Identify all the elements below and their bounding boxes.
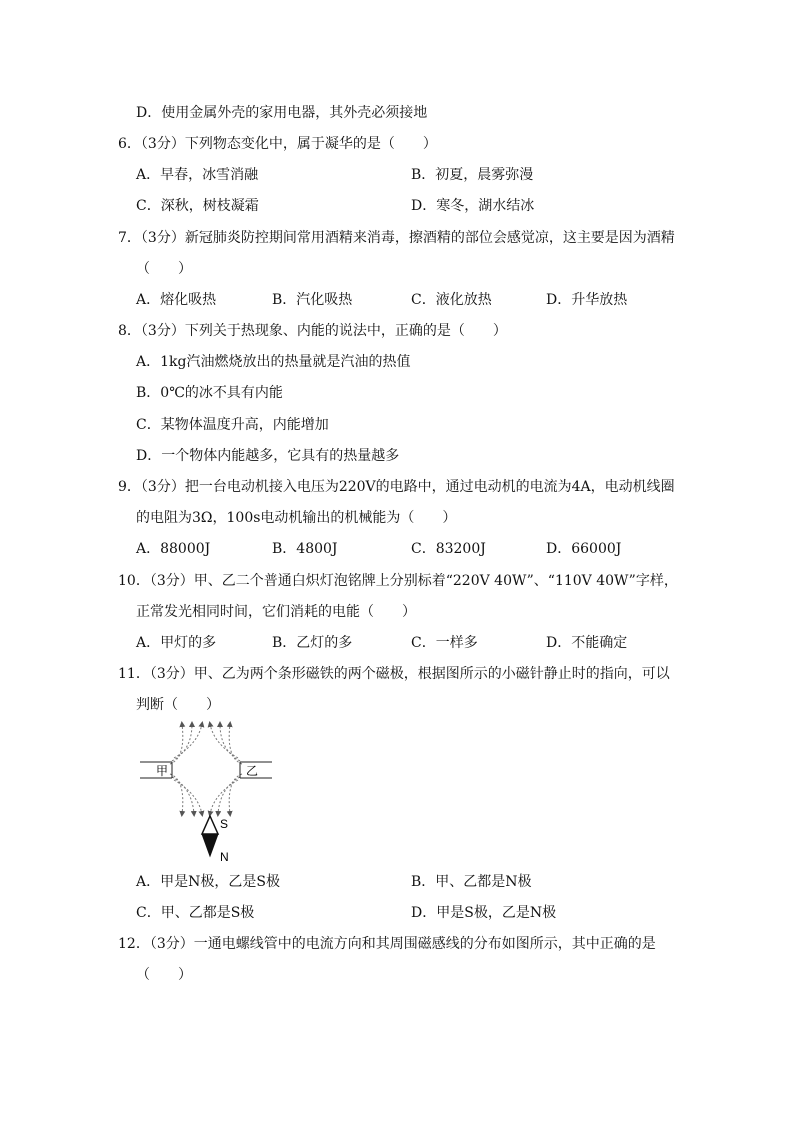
q11-option-a: A．甲是N极，乙是S极 [136,874,280,890]
q6-option-b: B．初夏，晨雾弥漫 [411,167,534,183]
q9-option-a: A．88000J [136,541,211,557]
q8-option-d: D．一个物体内能越多，它具有的热量越多 [136,448,400,464]
q11-stem-line2: 判断（ ） [136,697,220,713]
magnet-field-figure [138,718,288,866]
q8-option-a: A．1kg汽油燃烧放出的热量就是汽油的热值 [136,354,411,370]
q9-option-b: B．4800J [272,541,338,557]
q5-option-d: D．使用金属外壳的家用电器，其外壳必须接地 [136,105,428,121]
q8-option-b: B．0℃的冰不具有内能 [136,385,283,401]
q7-option-d: D．升华放热 [546,292,628,308]
magnet-left-label: 甲 [156,764,169,778]
q7-stem-line1: 7．（3分）新冠肺炎防控期间常用酒精来消毒，擦酒精的部位会感觉凉，这主要是因为酒精 [118,230,675,246]
needle-n-label: N [220,850,229,864]
q8-option-c: C．某物体温度升高，内能增加 [136,417,329,433]
q9-option-c: C．83200J [411,541,486,557]
q11-option-b: B．甲、乙都是N极 [411,874,532,890]
q12-stem-line1: 12．（3分）一通电螺线管中的电流方向和其周围磁感线的分布如图所示，其中正确的是 [118,936,656,952]
q11-stem-line1: 11．（3分）甲、乙为两个条形磁铁的两个磁极，根据图所示的小磁针静止时的指向，可以 [118,666,670,682]
q7-stem-line2: （ ） [136,261,192,277]
q12-stem-line2: （ ） [136,967,192,983]
q10-option-a: A．甲灯的多 [136,635,217,651]
q6-option-d: D．寒冬，湖水结冰 [411,198,535,214]
q9-stem-line2: 的电阻为3Ω，100s电动机输出的机械能为（ ） [136,510,457,526]
q7-option-b: B．汽化吸热 [272,292,353,308]
q11-option-c: C．甲、乙都是S极 [136,905,255,921]
q6-option-a: A．早春，冰雪消融 [136,167,259,183]
magnet-field-diagram [138,718,288,866]
q10-option-d: D．不能确定 [546,635,628,651]
needle-s-label: S [220,817,229,831]
q10-stem-line2: 正常发光相同时间，它们消耗的电能（ ） [136,604,416,620]
q7-option-c: C．液化放热 [411,292,492,308]
field-lines-lower [170,774,242,814]
q9-option-d: D．66000J [546,541,622,557]
q10-stem-line1: 10．（3分）甲、乙二个普通白炽灯泡铭牌上分别标着“220V 40W”、“110V 40W”字样， [118,573,678,589]
magnet-right-label: 乙 [246,764,259,778]
q6-option-c: C．深秋，树枝凝霜 [136,198,259,214]
q10-option-c: C．一样多 [411,635,478,651]
q10-option-b: B．乙灯的多 [272,635,353,651]
compass-needle-icon [202,816,218,856]
q7-option-a: A．熔化吸热 [136,292,217,308]
field-lines-upper [170,724,242,764]
q11-option-d: D．甲是S极，乙是N极 [411,905,557,921]
q9-stem-line1: 9．（3分）把一台电动机接入电压为220V的电路中，通过电动机的电流为4A，电动机线圈 [118,479,675,495]
q6-stem: 6．（3分）下列物态变化中，属于凝华的是（ ） [118,136,437,152]
q8-stem: 8．（3分）下列关于热现象、内能的说法中，正确的是（ ） [118,323,507,339]
